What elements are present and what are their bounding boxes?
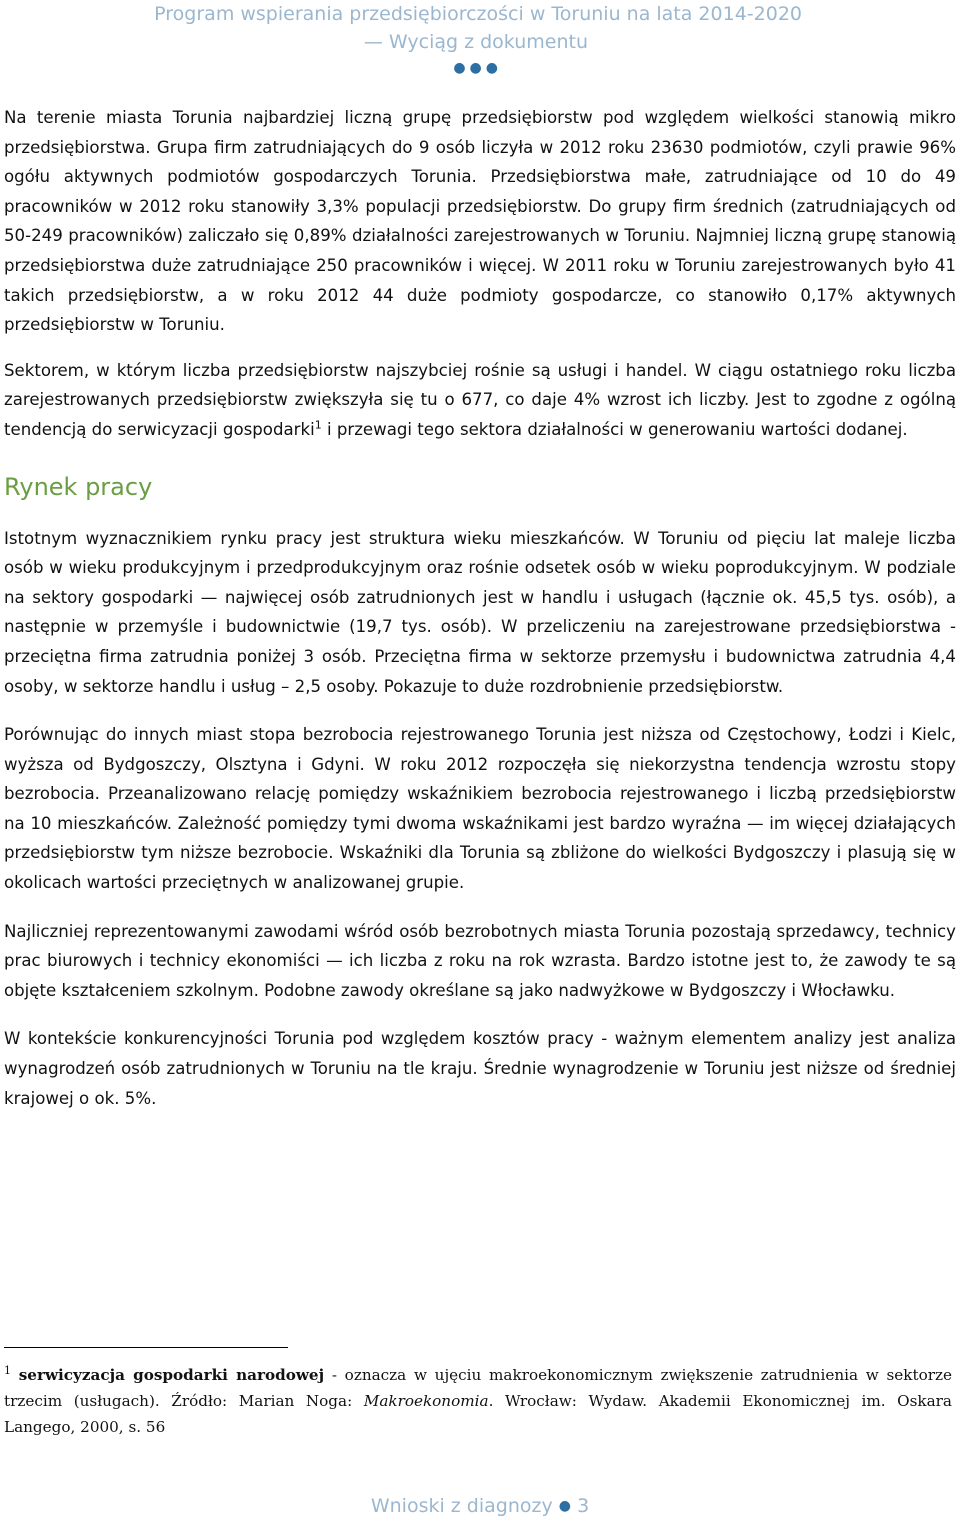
- paragraph-services-text-end: i przewagi tego sektora działalności w generowaniu wartości dodanej.: [321, 419, 908, 439]
- page-number: 3: [577, 1495, 590, 1517]
- footnote-divider: [4, 1347, 288, 1348]
- footnote: [4, 1362, 952, 1440]
- paragraph-professions: Najliczniej reprezentowanymi zawodami wśród osób bezrobotnych miasta Torunia pozostają sprzedawcy, technicy prac biurowych i technicy ekonomiści — ich liczba z roku na rok wzrasta. Bardzo istotne jest to, że zawody te są objęte kształceniem szkolnym. Podobne zawody określane są jako nadwyżkowe w Bydgoszczy i Włocławku.: [4, 921, 956, 1000]
- paragraph-unemployment-rate: Porównując do innych miast stopa bezrobocia rejestrowanego Torunia jest niższa od Częstochowy, Łodzi i Kielc, wyższa od Bydgoszczy, Olsztyna i Gdyni. W roku 2012 rozpoczęła się niekorzystna tendencja wzrostu stopy bezrobocia. Przeanalizowano relację pomiędzy wskaźnikiem bezrobocia rejestrowanego i liczbą przedsiębiorstw na 10 mieszkańców. Zależność pomiędzy tymi dwoma wskaźnikami jest bardzo wyraźna — im więcej działających przedsiębiorstw tym niższe bezrobocie. Wskaźniki dla Torunia są zbliżone do wielkości Bydgoszczy i plasują się w okolicach wartości przeciętnych w analizowanej grupie.: [4, 725, 956, 893]
- footnote-number: 1: [4, 1363, 11, 1377]
- footer-label: Wnioski z diagnozy: [370, 1495, 553, 1517]
- document-subtitle: — Wyciąg z dokumentu: [363, 31, 588, 53]
- footnote-text: - oznacza w ujęciu makroekonomicznym zwiększenie zatrudnienia w sektorze trzecim (usługach). Źródło: Marian Noga:: [4, 1366, 952, 1410]
- footnote-book-title: Makroekonomia: [363, 1392, 489, 1410]
- document-body: [4, 103, 956, 1113]
- section-heading: Rynek pracy: [4, 472, 153, 501]
- paragraph-services-text: Sektorem, w którym liczba przedsiębiorstw najszybciej rośnie są usługi i handel. W ciągu ostatniego roku liczba zarejestrowanych przedsiębiorstw zwiększyła się tu o 677, co daje 4% wzrost ich liczby. Jest to zgodne z ogólną tendencją do serwicyzacji gospodarki: [4, 360, 956, 439]
- page-header: [0, 0, 960, 90]
- footnote-term: serwicyzacja gospodarki narodowej: [18, 1366, 325, 1384]
- paragraph-age-structure: Istotnym wyznacznikiem rynku pracy jest struktura wieku mieszkańców. W Toruniu od pięciu lat maleje liczba osób w wieku produkcyjnym i przedprodukcyjnym oraz rośnie odsetek osób w wieku poprodukcyjnym. W podziale na sektory gospodarki — najwięcej osób zatrudnionych jest w handlu i usługach (łącznie ok. 45,5 tys. osób), a następnie w przemyśle i budownictwie (19,7 tys. osób). W przeliczeniu na zarejestrowane przedsiębiorstwa - przeciętna firma zatrudnia poniżej 3 osób. Przeciętna firma w sektorze przemysłu i budownictwa zatrudnia 4,4 osoby, w sektorze handlu i usług – 2,5 osoby. Pokazuje to duże rozdrobnienie przedsiębiorstw.: [4, 528, 956, 696]
- paragraph-labour-costs: W kontekście konkurencyjności Torunia pod względem kosztów pracy - ważnym elementem analizy jest analiza wynagrodzeń osób zatrudnionych w Toruniu na tle kraju. Średnie wynagrodzenie w Toruniu jest niższe od średniej krajowej o ok. 5%.: [4, 1029, 956, 1108]
- footnote-reference[interactable]: 1: [314, 418, 322, 432]
- paragraph-enterprise-structure: Na terenie miasta Torunia najbardziej liczną grupę przedsiębiorstw pod względem wielkości stanowią mikro przedsiębiorstwa. Grupa firm zatrudniających do 9 osób liczyła w 2012 roku 23630 podmiotów, czyli prawie 96% ogółu aktywnych podmiotów gospodarczych Torunia. Przedsiębiorstwa małe, zatrudniające od 10 do 49 pracowników w 2012 roku stanowiły 3,3% populacji przedsiębiorstw. Do grupy firm średnich (zatrudniających od 50-249 pracowników) zaliczało się 0,89% działalności zarejestrowanych w Toruniu. Najmniej liczną grupę stanowią przedsiębiorstwa duże zatrudniające 250 pracowników i więcej. W 2011 roku w Toruniu zarejestrowanych było 41 takich przedsiębiorstw, a w roku 2012 44 duże podmioty gospodarcze, co stanowiło 0,17% aktywnych przedsiębiorstw w Toruniu.: [4, 108, 956, 335]
- footer-bullet: ●: [558, 1498, 572, 1514]
- header-dots-decoration: ●●●: [453, 60, 502, 76]
- paragraph-services-sector: [4, 356, 956, 445]
- page-footer: [0, 1492, 960, 1520]
- footnote-text-end: . Wrocław: Wydaw. Akademii Ekonomicznej im. Oskara Langego, 2000, s. 56: [4, 1392, 952, 1436]
- document-title: Program wspierania przedsiębiorczości w Toruniu na lata 2014-2020: [154, 3, 802, 25]
